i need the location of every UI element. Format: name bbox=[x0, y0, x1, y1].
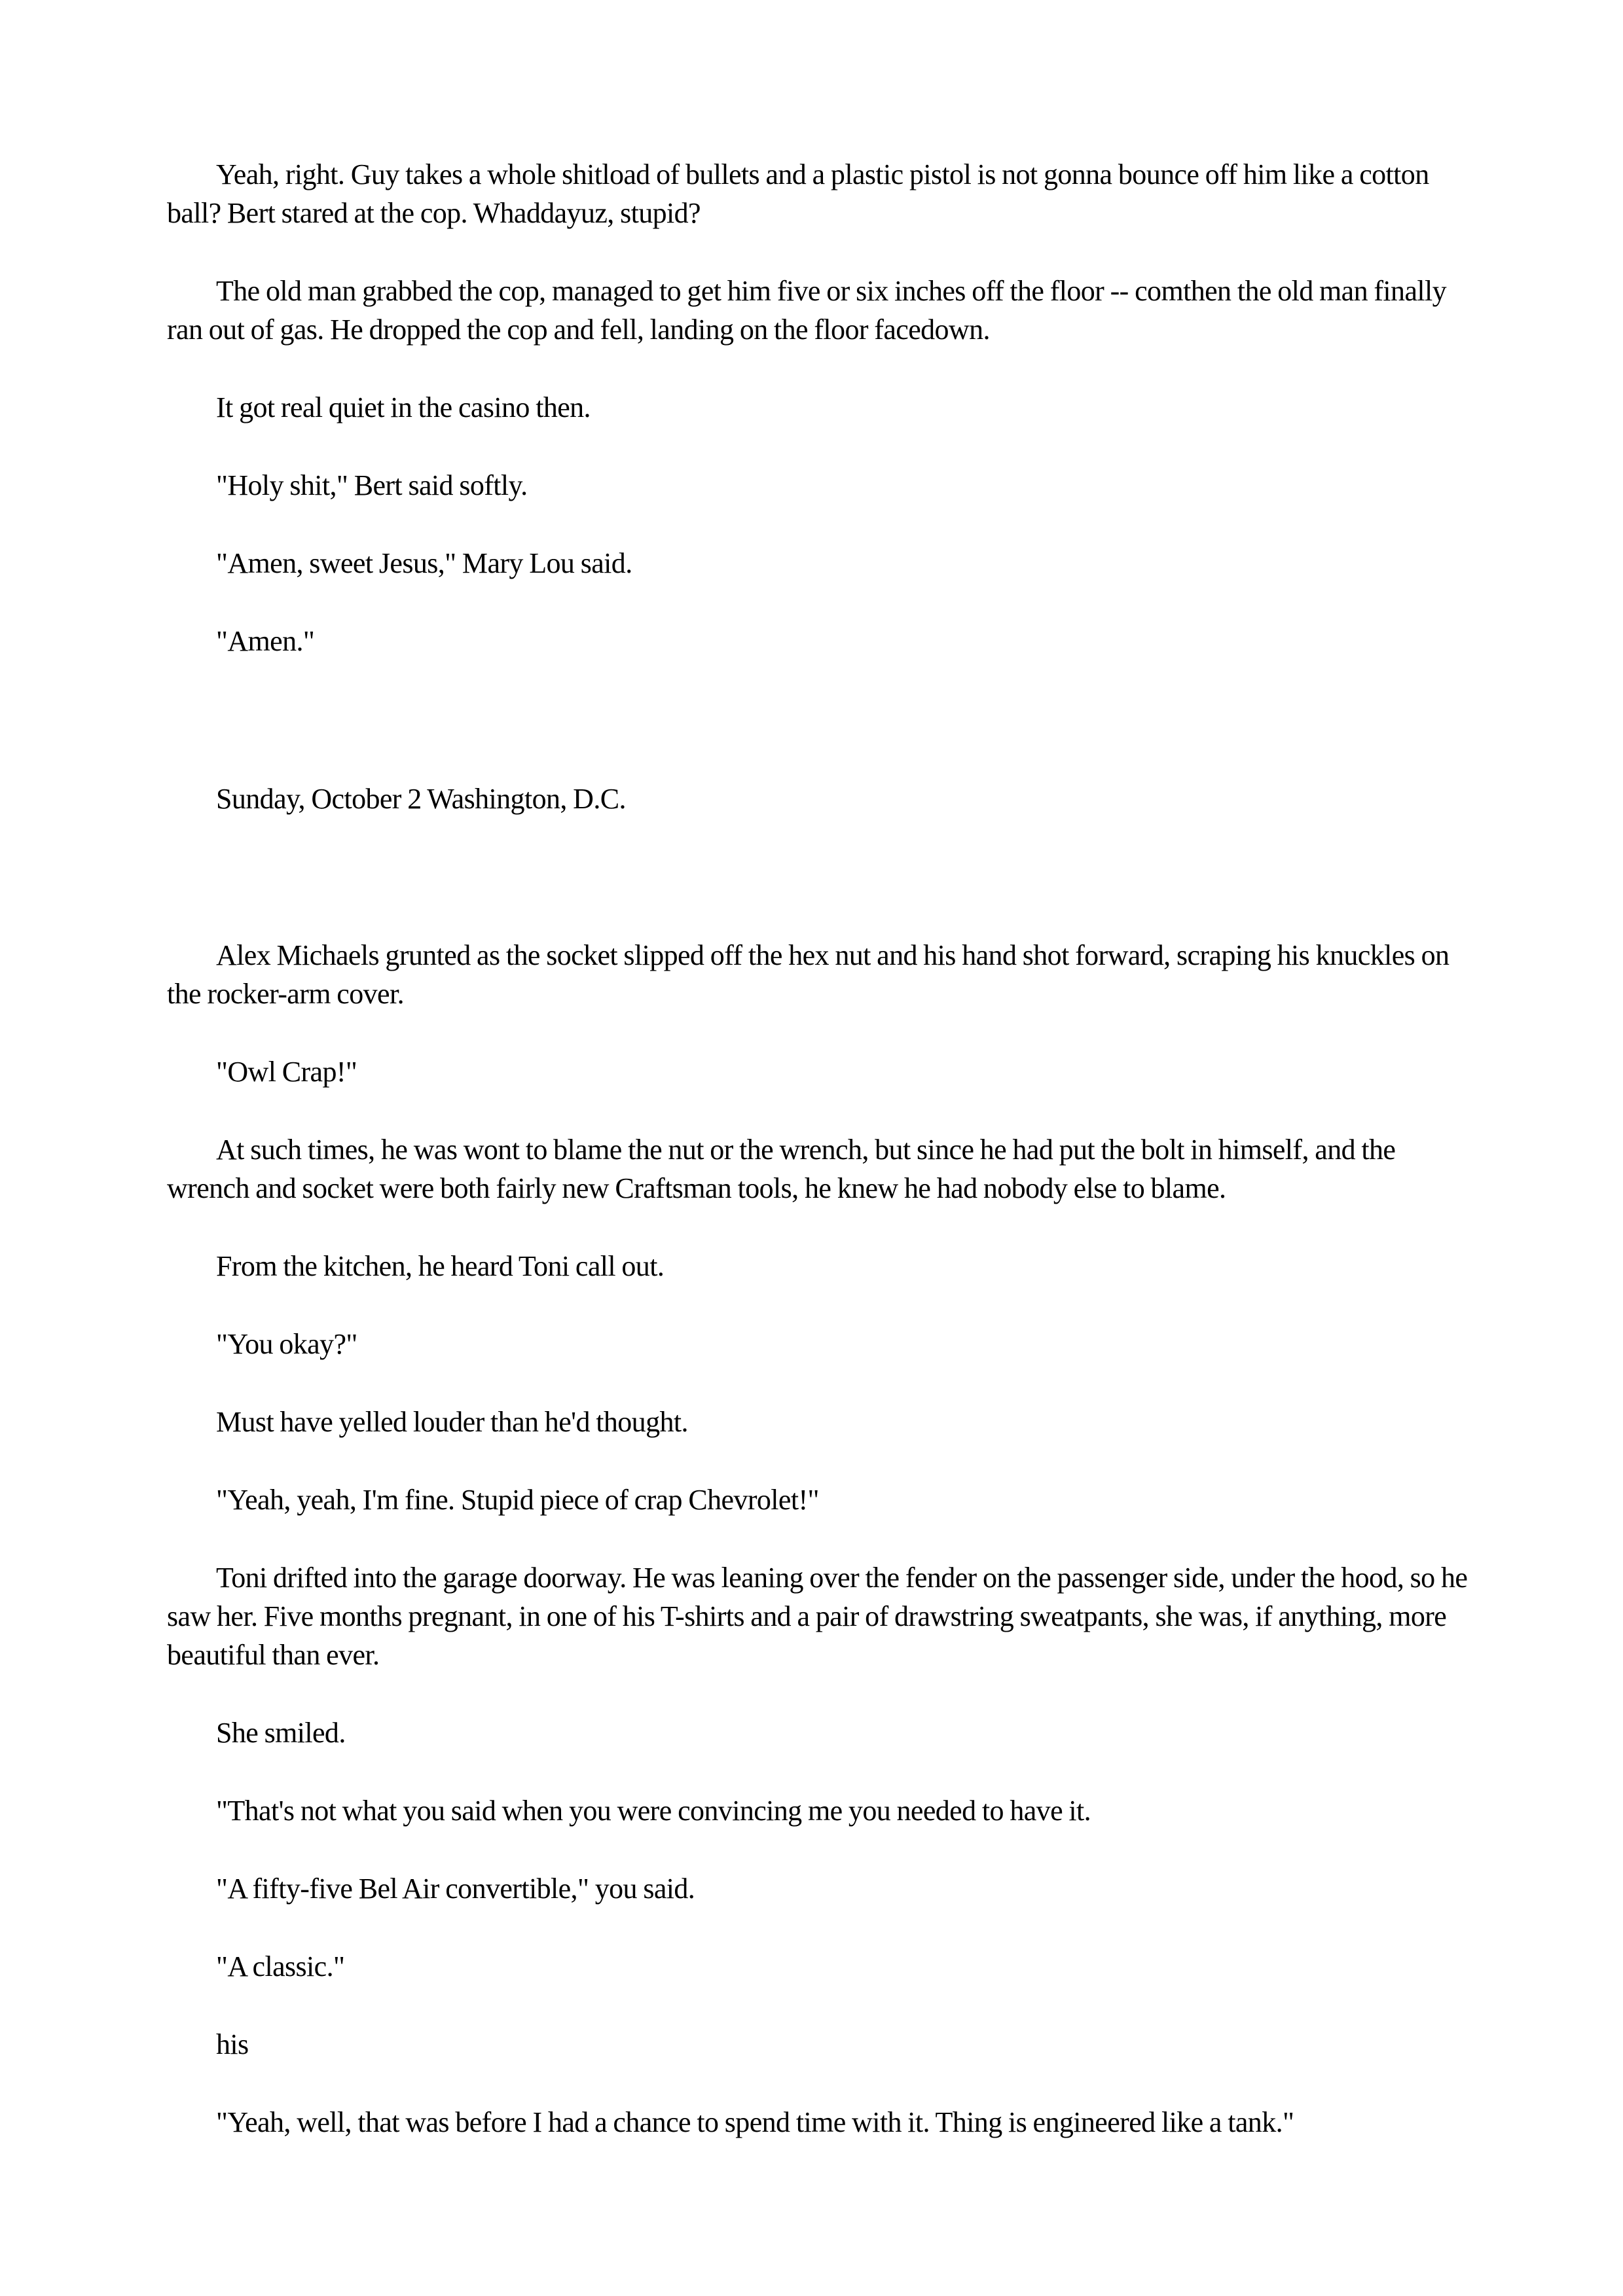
paragraph-3: It got real quiet in the casino then. bbox=[216, 391, 591, 423]
paragraph-2: The old man grabbed the cop, managed to get him five or six inches off the floor -- comthen the old man finally ran out of gas. He dropped the cop and fell, landing on the floor facedown. bbox=[167, 275, 1447, 346]
paragraph-19: "A classic." bbox=[216, 1950, 345, 1982]
paragraph-9: "Owl Crap!" bbox=[216, 1056, 357, 1088]
paragraph-14: "Yeah, yeah, I'm fine. Stupid piece of crap Chevrolet!" bbox=[216, 1484, 819, 1516]
paragraph-20: his bbox=[216, 2028, 249, 2060]
section-heading: Sunday, October 2 Washington, D.C. bbox=[216, 783, 626, 815]
paragraph-15: Toni drifted into the garage doorway. He was leaning over the fender on the passenger side, under the hood, so he saw her. Five months pregnant, in one of his T-shirts and a pair of drawstring sweatpants, she was, if anything, more beautiful than ever. bbox=[167, 1562, 1468, 1671]
paragraph-13: Must have yelled louder than he'd thought. bbox=[216, 1406, 688, 1438]
paragraph-12: "You okay?" bbox=[216, 1328, 357, 1360]
paragraph-17: "That's not what you said when you were convincing me you needed to have it. bbox=[216, 1795, 1091, 1827]
paragraph-6: "Amen." bbox=[216, 625, 315, 657]
paragraph-10: At such times, he was wont to blame the nut or the wrench, but since he had put the bolt in himself, and the wrench and socket were both fairly new Craftsman tools, he knew he had nobody else to blame. bbox=[167, 1134, 1396, 1204]
paragraph-21: "Yeah, well, that was before I had a chance to spend time with it. Thing is engineered like a tank." bbox=[216, 2106, 1294, 2138]
paragraph-5: "Amen, sweet Jesus," Mary Lou said. bbox=[216, 547, 632, 579]
paragraph-1: Yeah, right. Guy takes a whole shitload of bullets and a plastic pistol is not gonna bounce off him like a cotton ball? Bert stared at the cop. Whaddayuz, stupid? bbox=[167, 158, 1429, 229]
paragraph-11: From the kitchen, he heard Toni call out. bbox=[216, 1250, 665, 1282]
paragraph-8: Alex Michaels grunted as the socket slipped off the hex nut and his hand shot forward, scraping his knuckles on the rocker-arm cover. bbox=[167, 939, 1450, 1010]
paragraph-4: "Holy shit," Bert said softly. bbox=[216, 469, 528, 501]
paragraph-18: "A fifty-five Bel Air convertible," you said. bbox=[216, 1873, 695, 1905]
paragraph-16: She smiled. bbox=[216, 1717, 346, 1749]
